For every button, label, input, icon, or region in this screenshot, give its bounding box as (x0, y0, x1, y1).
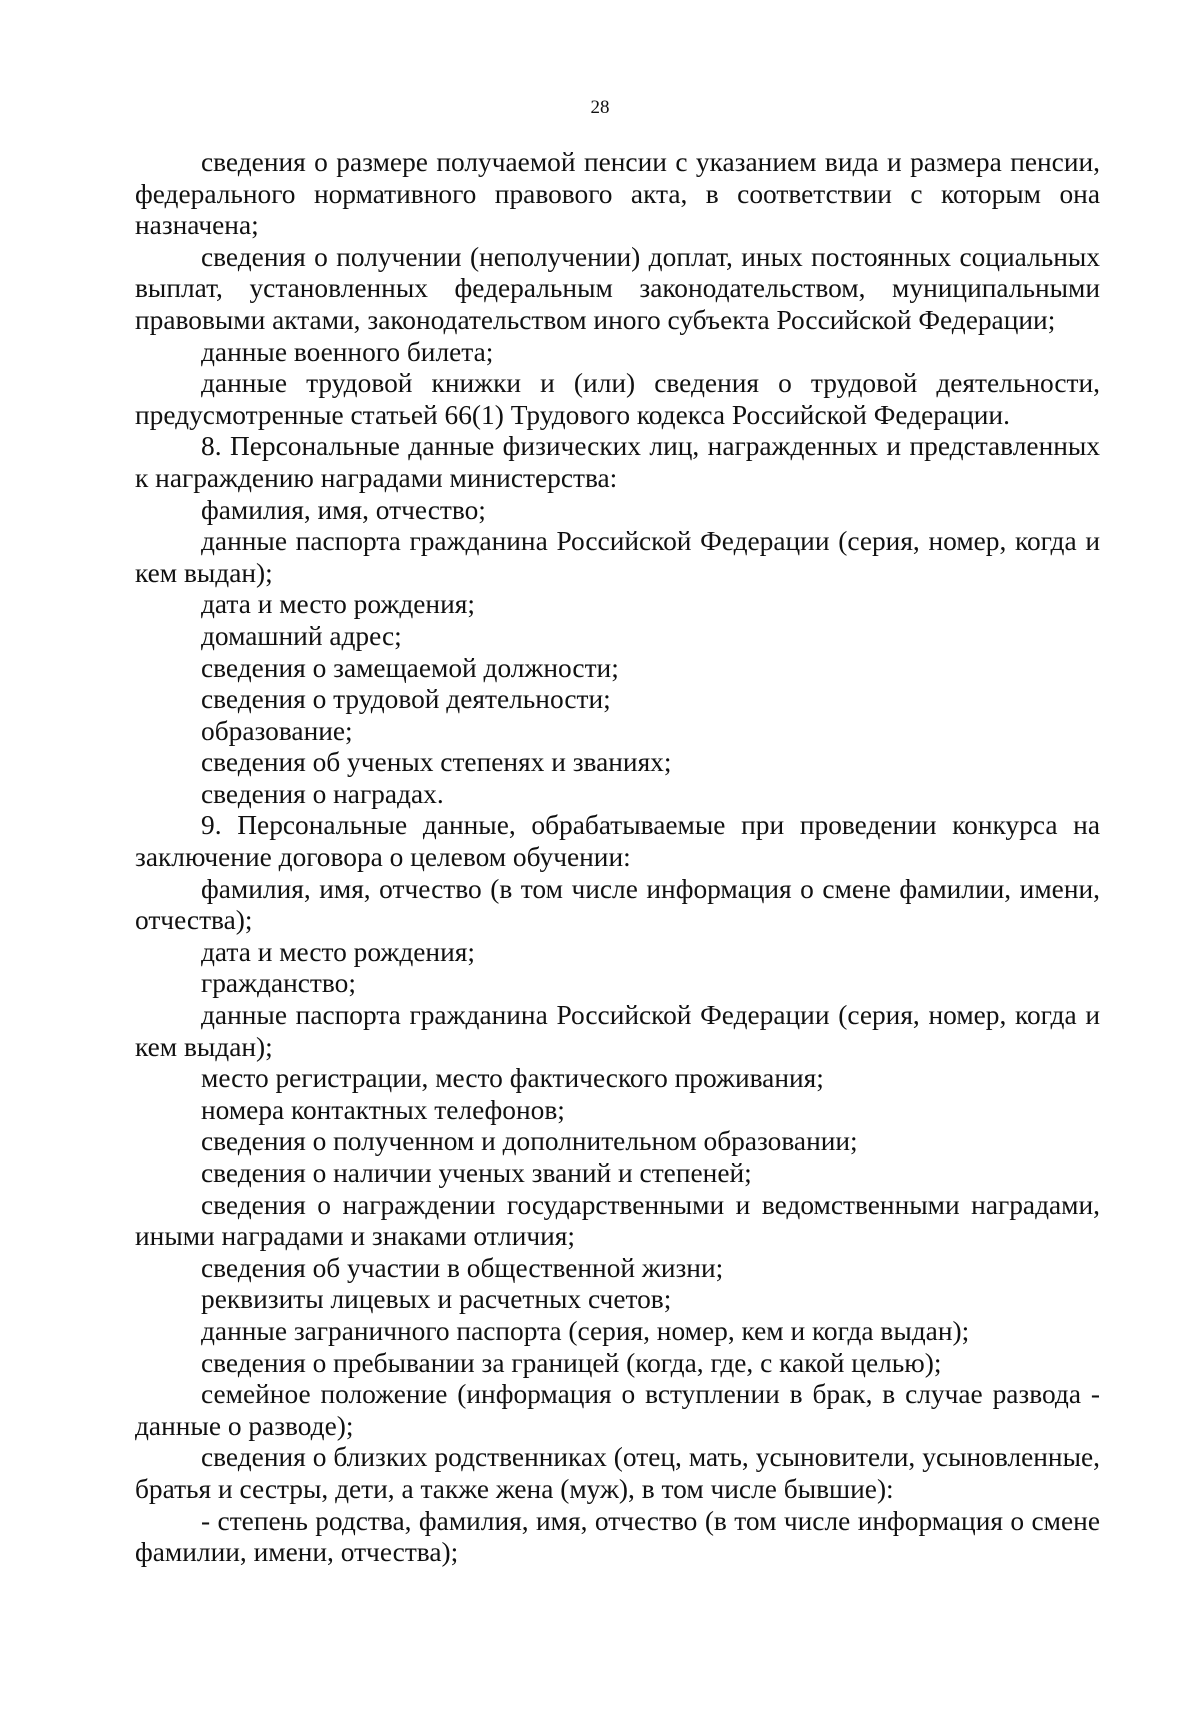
list-item: реквизиты лицевых и расчетных счетов; (201, 1284, 672, 1315)
paragraph: данные военного билета; (201, 336, 494, 367)
list-item: сведения об участии в общественной жизни; (201, 1252, 724, 1283)
list-item: сведения о наградах. (201, 778, 444, 809)
section-8-heading: 8. Персональные данные физических лиц, награжденных и представленных к награждению наградами министерства: (135, 431, 1100, 493)
list-item: сведения о трудовой деятельности; (201, 684, 611, 715)
list-item: сведения о замещаемой должности; (201, 652, 619, 683)
list-item: сведения о наличии ученых званий и степеней; (201, 1158, 752, 1188)
list-item: гражданство; (201, 968, 356, 999)
list-item: данные паспорта гражданина Российской Федерации (серия, номер, когда и кем выдан); (135, 526, 1100, 588)
list-item: сведения о награждении государственными и ведомственными наградами, иными наградами и знаками отличия; (135, 1189, 1100, 1252)
list-item: фамилия, имя, отчество (в том числе информация о смене фамилии, имени, отчества); (135, 873, 1100, 936)
list-item: - степень родства, фамилия, имя, отчество (в том числе информация о смене фамилии, имени, отчества); (135, 1505, 1100, 1568)
list-item: данные паспорта гражданина Российской Федерации (серия, номер, когда и кем выдан); (135, 1000, 1100, 1062)
list-item: номера контактных телефонов; (201, 1094, 565, 1125)
paragraph: данные трудовой книжки и (или) сведения о трудовой деятельности, предусмотренные статьей 66(1) Трудового кодекса Российской Федерации. (135, 368, 1100, 430)
list-item: семейное положение (информация о вступлении в брак, в случае развода - данные о разводе); (135, 1379, 1100, 1441)
section-9-heading: 9. Персональные данные, обрабатываемые при проведении конкурса на заключение договора о целевом обучении: (135, 810, 1100, 873)
list-item: фамилия, имя, отчество; (201, 494, 486, 525)
list-item: данные заграничного паспорта (серия, номер, кем и когда выдан); (201, 1315, 970, 1346)
paragraph: сведения о размере получаемой пенсии с указанием вида и размера пенсии, федерального нормативного правового акта, в соответствии с которым она назначена; (135, 147, 1100, 241)
paragraph: сведения о получении (неполучении) доплат, иных постоянных социальных выплат, установленных федеральным законодательством, муниципальными правовыми актами, законодательством иного субъекта Российской Федерации; (135, 241, 1100, 335)
list-item: сведения об ученых степенях и званиях; (201, 747, 672, 778)
list-item: сведения о пребывании за границей (когда, где, с какой целью); (201, 1347, 942, 1378)
list-item: дата и место рождения; (201, 589, 475, 620)
list-item: образование; (201, 715, 353, 746)
list-item: сведения о полученном и дополнительном образовании; (201, 1126, 858, 1157)
document-body (135, 147, 1100, 1569)
list-item: дата и место рождения; (201, 936, 475, 967)
list-item: сведения о близких родственниках (отец, мать, усыновители, усыновленные, братья и сестры, дети, а также жена (муж), в том числе бывшие): (135, 1442, 1100, 1504)
list-item: место регистрации, место фактического проживания; (201, 1063, 824, 1094)
list-item: домашний адрес; (201, 620, 402, 651)
page-number: 28 (590, 97, 610, 118)
